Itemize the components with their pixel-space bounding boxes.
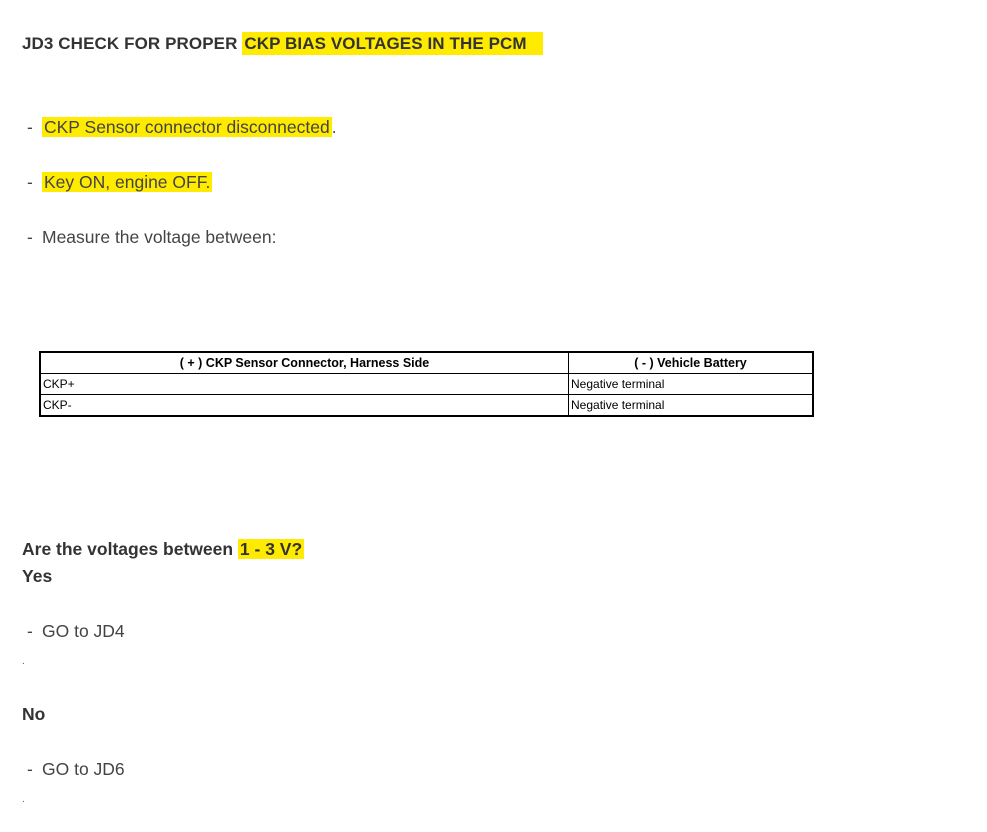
cell-positive: CKP-: [40, 395, 569, 417]
no-label: No: [22, 704, 46, 724]
cell-positive: CKP+: [40, 374, 569, 395]
step-disconnect: [27, 117, 337, 138]
yes-action: [27, 621, 125, 642]
cell-negative: Negative terminal: [569, 395, 814, 417]
page-heading: [22, 34, 543, 54]
bullet-dash: -: [27, 759, 33, 779]
step-measure: [27, 227, 276, 248]
question: [22, 539, 304, 560]
separator-dot: .: [22, 794, 25, 805]
heading-prefix: JD3 CHECK FOR PROPER: [22, 34, 243, 53]
bullet-dash: -: [27, 621, 33, 641]
step-text: Measure the voltage between:: [42, 227, 277, 247]
table-header-row: [40, 352, 813, 374]
action-text: GO to JD4: [42, 621, 125, 641]
measurement-table: [39, 351, 814, 417]
question-highlight: 1 - 3 V?: [239, 539, 303, 559]
table-row: [40, 395, 813, 417]
bullet-dash: -: [27, 172, 33, 192]
step-key-on: [27, 172, 212, 193]
bullet-dash: -: [27, 227, 33, 247]
question-prefix: Are the voltages between: [22, 539, 238, 559]
table-row: [40, 374, 813, 395]
no-action: [27, 759, 125, 780]
bullet-dash: -: [27, 117, 33, 137]
step-suffix: .: [331, 117, 337, 137]
step-highlight: CKP Sensor connector disconnected: [44, 117, 330, 137]
header-negative: ( - ) Vehicle Battery: [569, 352, 814, 374]
separator-dot: .: [22, 656, 25, 667]
yes-label: Yes: [22, 566, 53, 586]
action-text: GO to JD6: [42, 759, 125, 779]
header-positive: ( + ) CKP Sensor Connector, Harness Side: [40, 352, 569, 374]
heading-highlight: CKP BIAS VOLTAGES IN THE PCM: [242, 32, 542, 55]
step-highlight: Key ON, engine OFF.: [44, 172, 211, 192]
cell-negative: Negative terminal: [569, 374, 814, 395]
